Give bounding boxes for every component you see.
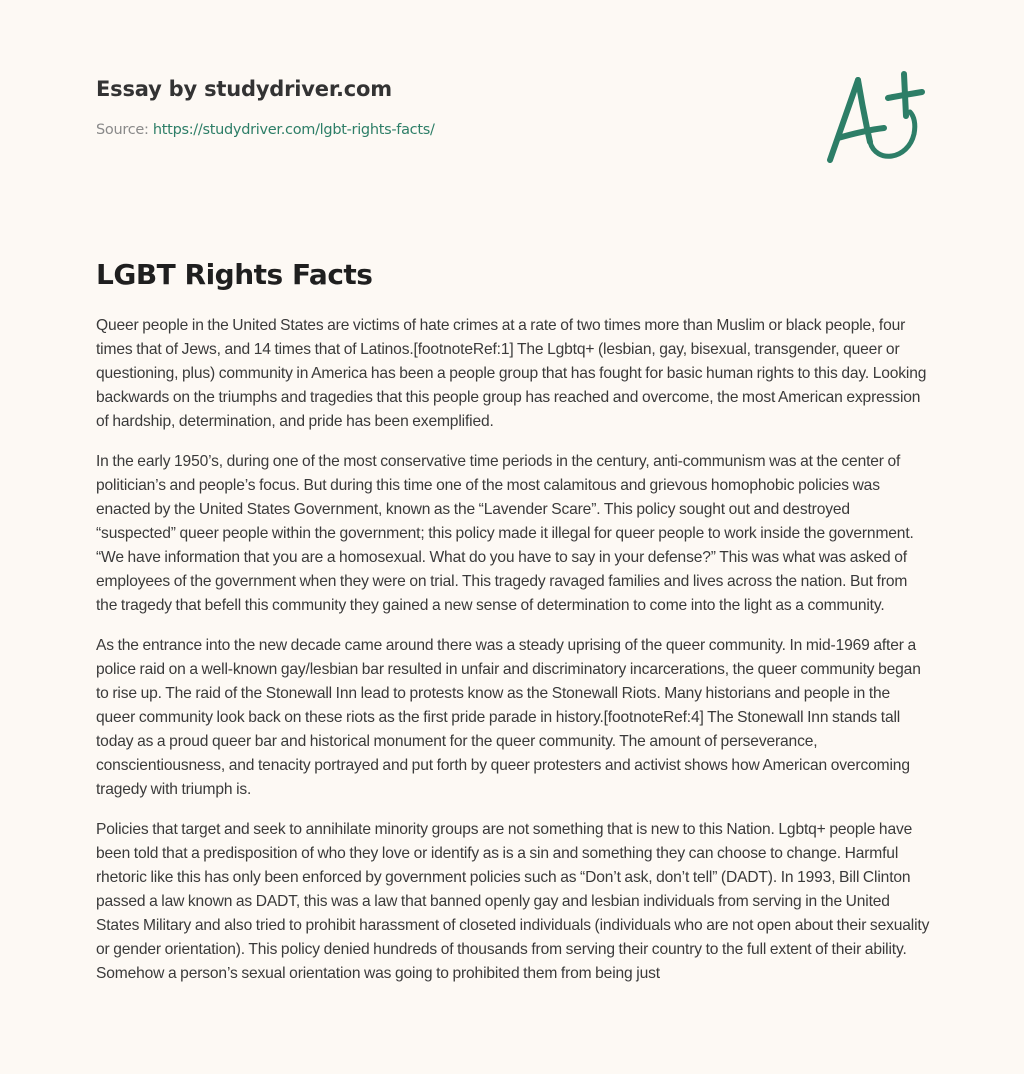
source-label: Source: [96,122,149,138]
paragraph: In the early 1950’s, during one of the most conservative time periods in the century, anti-communism was at the center of politician’s and people’s focus. But during this time one of the most calamitous and grievous homophobic policies was enacted by the United States Government, known as the “Lavender Scare”. This policy sought out and destroyed “suspected” queer people within the government; this policy made it illegal for queer people to work inside the government. “We have information that you are a homosexual. What do you have to say in your defense?” This was what was asked of employees of the government when they were on trial. This tragedy ravaged families and lives across the nation. But from the tragedy that befell this community they gained a new sense of determination to come into the light as a community. [96,453,914,614]
essay-header [96,74,796,140]
paragraph: Policies that target and seek to annihilate minority groups are not something that is new to this Nation. Lgbtq+ people have been told that a predisposition of who they love or identify as is a sin and something they can choose to change. Harmful rhetoric like this has only been enforced by government policies such as “Don’t ask, don’t tell” (DADT). In 1993, Bill Clinton passed a law known as DADT, this was a law that banned openly gay and lesbian individuals from serving in the United States Military and also tried to prohibit harassment of closeted individuals (individuals who are not open about their sexuality or gender orientation). This policy denied hundreds of thousands from serving their country to the full extent of their ability. Somehow a person’s sexual orientation was going to prohibited them from being just [96,821,930,982]
site-title: Essay by studydriver.com [96,77,392,101]
paragraph: Queer people in the United States are victims of hate crimes at a rate of two times more than Muslim or black people, four times that of Jews, and 14 times that of Latinos.[footnoteRef:1] The Lgbtq+ (lesbian, gay, bisexual, transgender, queer or questioning, plus) community in America has been a people group that has fought for basic human rights to this day. Looking backwards on the triumphs and tragedies that this people group has reached and overcome, the most American expression of hardship, determination, and pride has been exemplified. [96,317,927,430]
a-plus-grade-icon [818,64,938,168]
article-body [96,314,932,1002]
page-title: LGBT Rights Facts [96,258,373,291]
paragraph: As the entrance into the new decade came around there was a steady uprising of the queer community. In mid-1969 after a police raid on a well-known gay/lesbian bar resulted in unfair and discriminatory incarcerations, the queer community began to rise up. The raid of the Stonewall Inn lead to protests know as the Stonewall Riots. Many historians and people in the queer community look back on these riots as the first pride parade in history.[footnoteRef:4] The Stonewall Inn stands tall today as a proud queer bar and historical monument for the queer community. The amount of perseverance, conscientiousness, and tenacity portrayed and put forth by queer protesters and activist shows how American overcoming tragedy with triumph is. [96,637,921,798]
source-link[interactable]: https://studydriver.com/lgbt-rights-facts/ [152,122,435,138]
source-line [96,120,796,140]
